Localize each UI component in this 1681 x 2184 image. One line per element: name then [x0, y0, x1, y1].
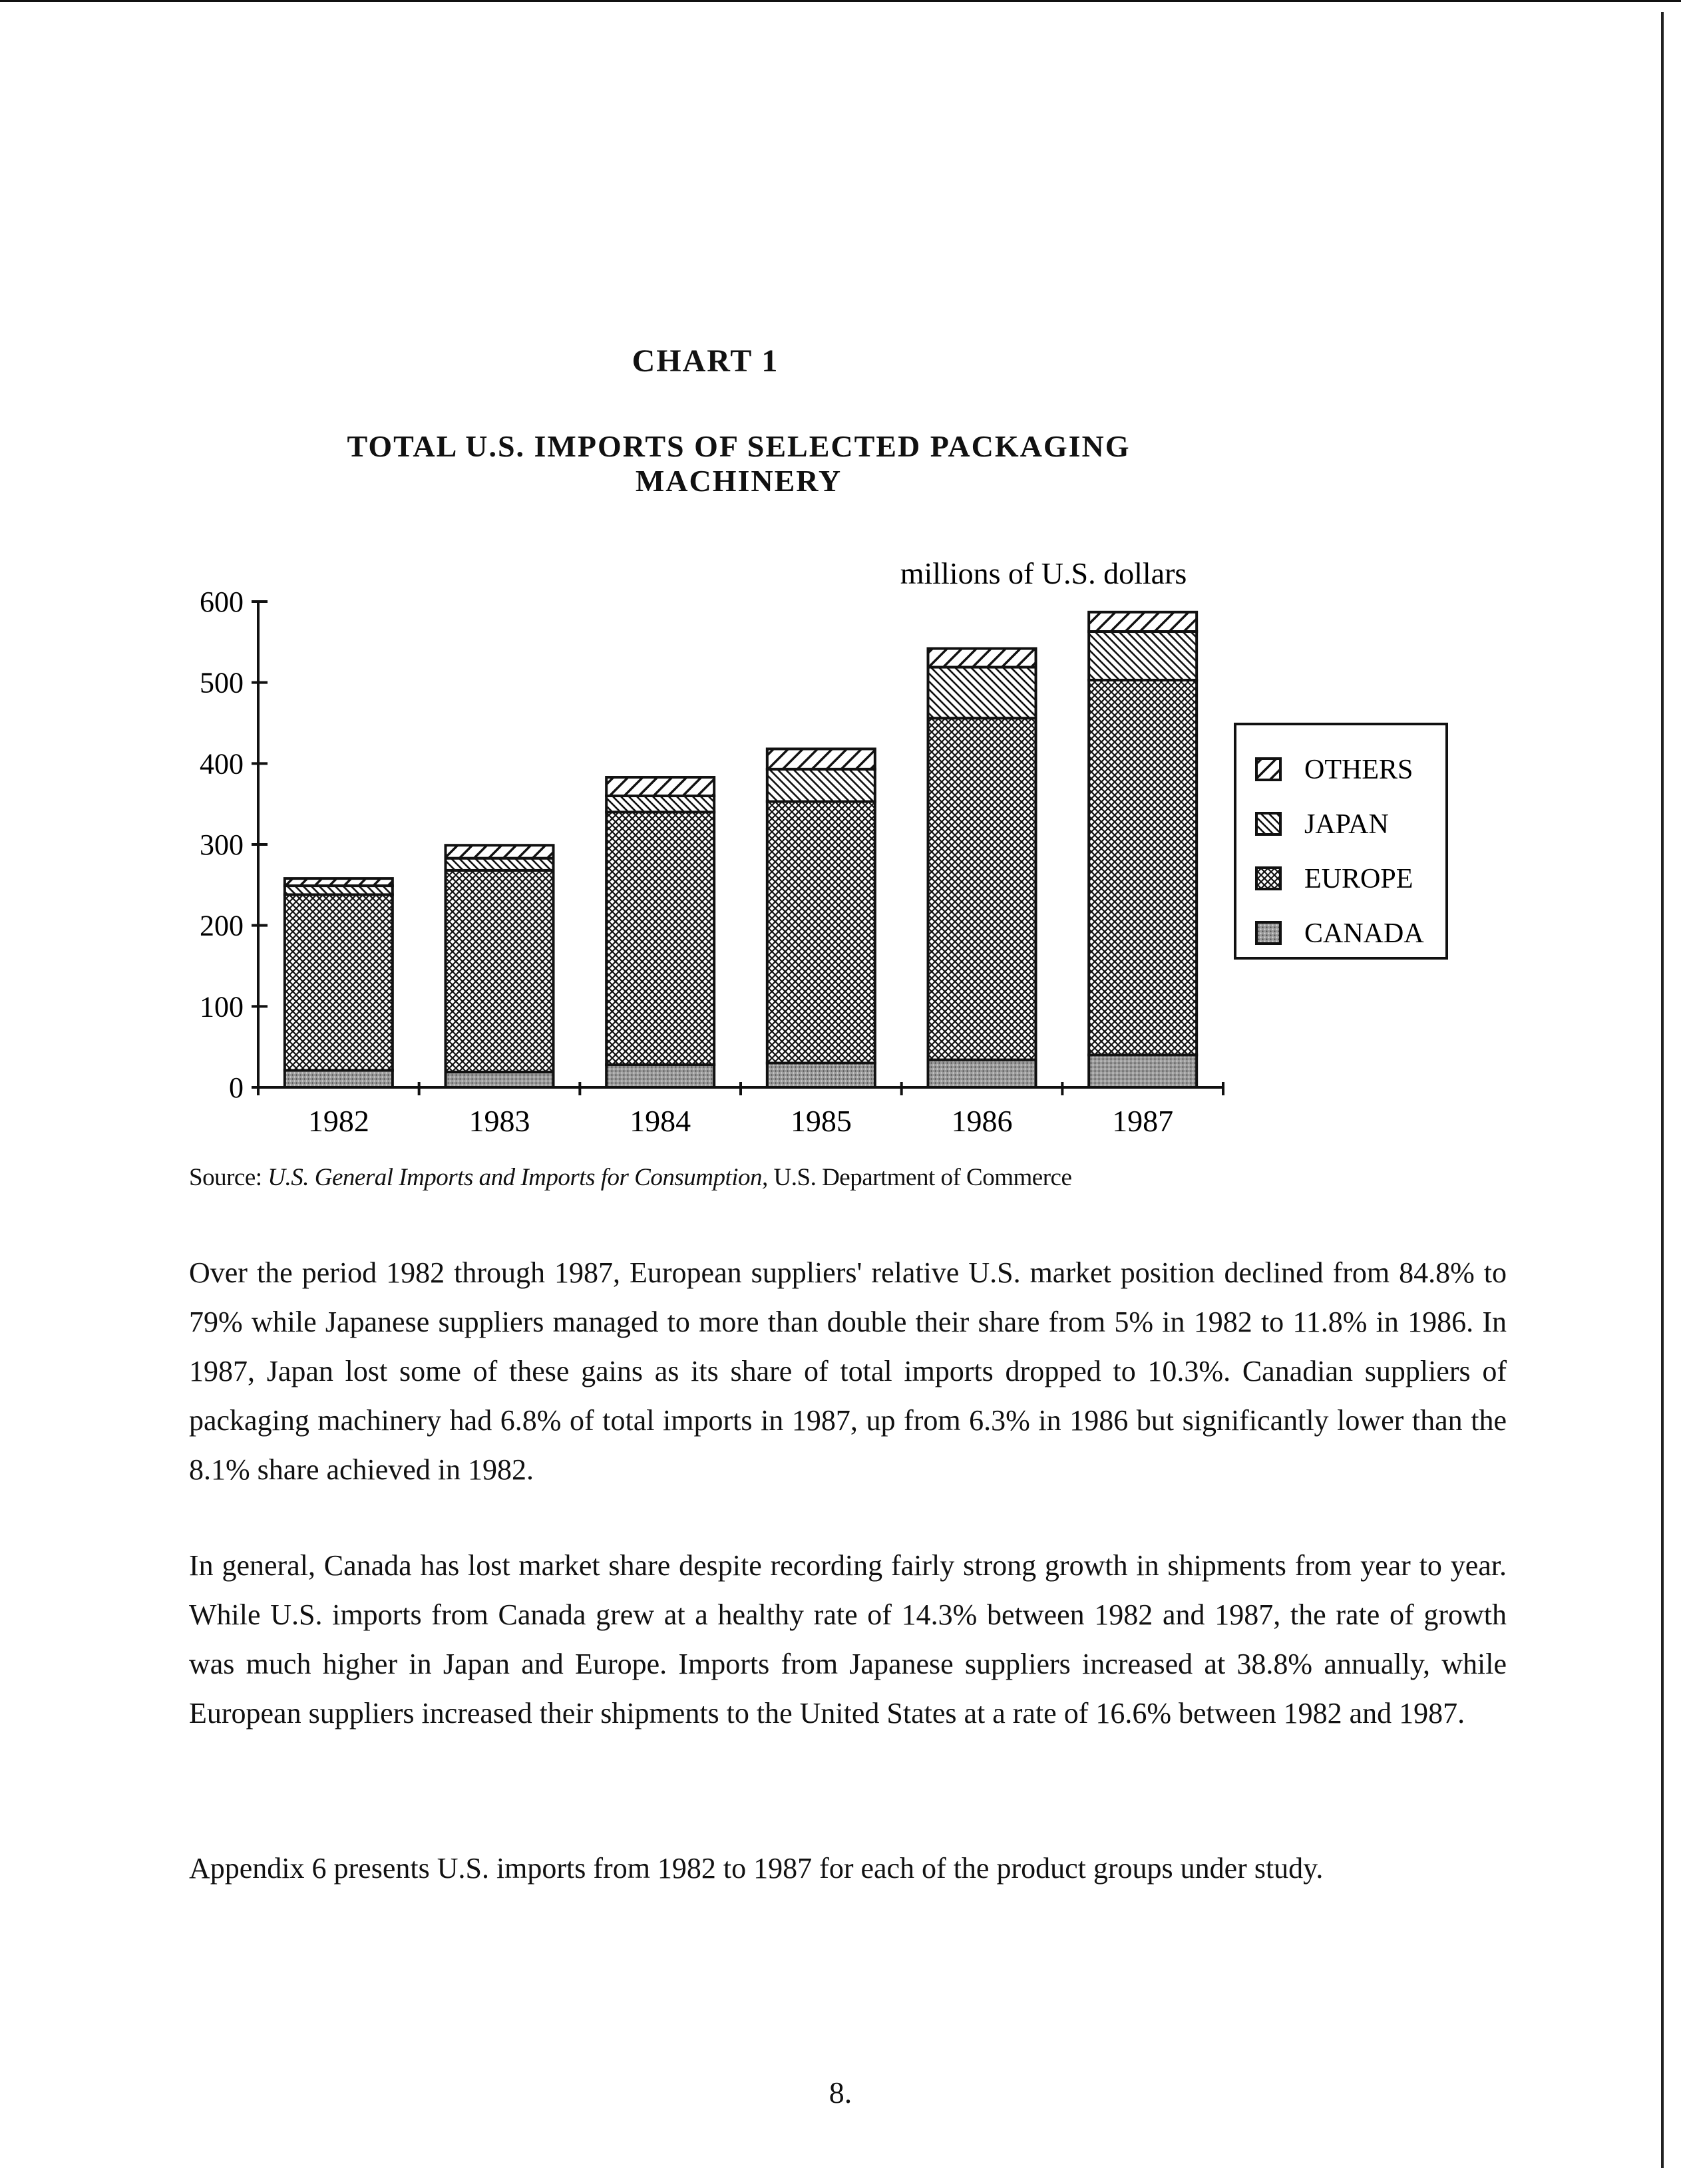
- legend-swatch-europe: [1256, 868, 1280, 889]
- bar-europe-1984: [606, 812, 714, 1065]
- bar-canada-1985: [767, 1063, 875, 1088]
- bar-others-1984: [606, 777, 714, 796]
- chart-number: CHART 1: [632, 343, 779, 379]
- x-tick-label-1985: 1985: [790, 1104, 852, 1138]
- bar-europe-1985: [767, 802, 875, 1063]
- y-tick-label-600: 600: [200, 586, 244, 618]
- bar-europe-1982: [285, 894, 393, 1070]
- bar-japan-1987: [1089, 632, 1197, 680]
- legend-label-canada: CANADA: [1304, 918, 1424, 949]
- legend-swatch-japan: [1256, 813, 1280, 834]
- source-note: [189, 1163, 1071, 1192]
- y-tick-label-0: 0: [229, 1071, 244, 1104]
- bar-europe-1987: [1089, 680, 1197, 1055]
- page-number: 8.: [829, 2076, 852, 2109]
- x-tick-label-1982: 1982: [307, 1104, 369, 1138]
- paragraph-2: In general, Canada has lost market share despite recording fairly strong growth in shipments from year to year. While U.S. imports from Canada grew at a healthy rate of 14.3% between 1982 and 1987, the rate of growth was much higher in Japan and Europe. Imports from Japanese suppliers increased at 38.8% annually, while European suppliers increased their shipments to the United States at a rate of 16.6% between 1982 and 1987.: [189, 1549, 1507, 1729]
- bar-canada-1984: [606, 1065, 714, 1087]
- bar-others-1982: [285, 878, 393, 886]
- bar-others-1987: [1089, 612, 1197, 632]
- y-tick-label-200: 200: [200, 909, 244, 942]
- unit-label: millions of U.S. dollars: [900, 556, 1187, 590]
- legend-label-japan: JAPAN: [1304, 809, 1389, 840]
- legend: [1235, 724, 1447, 958]
- bar-europe-1986: [928, 718, 1036, 1059]
- x-tick-label-1986: 1986: [951, 1104, 1013, 1138]
- bar-canada-1986: [928, 1060, 1036, 1087]
- source-prefix: Source:: [189, 1164, 262, 1191]
- bar-japan-1982: [285, 886, 393, 894]
- legend-label-europe: EUROPE: [1304, 864, 1413, 894]
- bar-canada-1983: [446, 1072, 554, 1087]
- bars-layer: [285, 612, 1197, 1138]
- bar-japan-1984: [606, 796, 714, 812]
- source-suffix: U.S. Department of Commerce: [773, 1164, 1072, 1191]
- y-tick-label-500: 500: [200, 666, 244, 699]
- chart-title: TOTAL U.S. IMPORTS OF SELECTED PACKAGING MACHINERY: [347, 429, 1131, 498]
- bar-canada-1982: [285, 1070, 393, 1087]
- paragraph-1: Over the period 1982 through 1987, European suppliers' relative U.S. market position declined from 84.8% to 79% while Japanese suppliers managed to more than double their share from 5% in 1982 to 11.8% in 1986. In 1987, Japan lost some of these gains as its share of total imports dropped to 10.3%. Canadian suppliers of packaging machinery had 6.8% of total imports in 1987, up from 6.3% in 1986 but significantly lower than the 8.1% share achieved in 1982.: [189, 1256, 1507, 1486]
- paragraph-3: Appendix 6 presents U.S. imports from 1982 to 1987 for each of the product groups under study.: [189, 1852, 1324, 1885]
- bar-japan-1986: [928, 667, 1036, 719]
- y-tick-label-300: 300: [200, 828, 244, 861]
- x-tick-label-1983: 1983: [468, 1104, 530, 1138]
- bar-japan-1983: [446, 858, 554, 870]
- x-tick-label-1987: 1987: [1112, 1104, 1174, 1138]
- legend-label-others: OTHERS: [1304, 755, 1413, 785]
- bar-europe-1983: [446, 870, 554, 1072]
- bar-others-1985: [767, 749, 875, 769]
- y-tick-label-400: 400: [200, 747, 244, 781]
- bar-others-1986: [928, 649, 1036, 667]
- bar-others-1983: [446, 845, 554, 858]
- legend-swatch-canada: [1256, 922, 1280, 944]
- bar-japan-1985: [767, 769, 875, 802]
- bar-canada-1987: [1089, 1055, 1197, 1087]
- x-tick-label-1984: 1984: [630, 1104, 691, 1138]
- legend-swatch-others: [1256, 759, 1280, 780]
- source-title: U.S. General Imports and Imports for Consumption,: [268, 1164, 768, 1191]
- y-tick-label-100: 100: [200, 990, 244, 1023]
